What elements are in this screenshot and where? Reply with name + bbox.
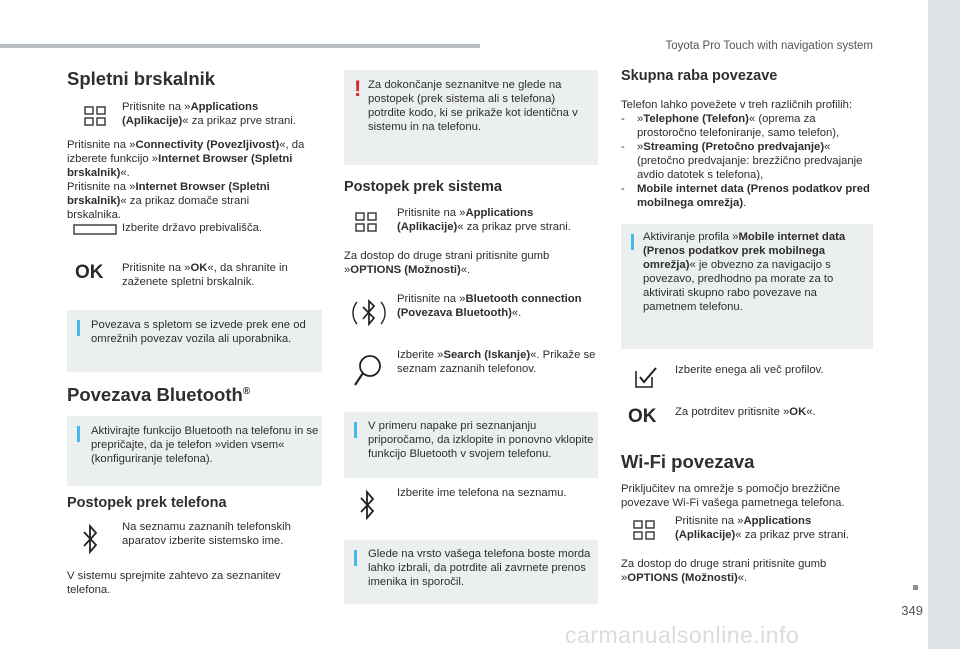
note-bluetooth-text: Aktivirajte funkcijo Bluetooth na telefonu in se prepričajte, da je telefon »viden vsem« (konfiguriranje telefona). [91,425,319,465]
web-step-country: Izberite državo prebivališča. [122,222,263,234]
header-rule [0,44,480,48]
heading-phone-procedure: Postopek prek telefona [67,495,227,511]
note-web-text: Povezava s spletom se izvede prek ene od omrežnih povezav vozila ali uporabnika. [91,319,306,345]
web-para-homepage: Pritisnite na »Internet Browser (Spletni brskalnik)« za prikaz domače strani brskalnika. [67,181,270,221]
bluetooth-connection-icon [352,294,386,334]
list-item: - »Telephone (Telefon)« (oprema za prostoročno telefoniranje, samo telefon), [621,113,840,139]
continue-marker [913,585,918,590]
warning-box [344,70,598,165]
note-box-web [67,310,322,372]
ok-icon: OK [628,406,657,427]
share-step-ok: Za potrditev pritisnite »OK«. [675,406,816,418]
wifi-para-options: Za dostop do druge strani pritisnite gumb »OPTIONS (Možnosti)«. [621,558,827,584]
page-edge-tab [928,0,960,649]
apps-grid-icon [355,212,377,232]
note-box-phonebook [344,540,598,604]
heading-web-browser: Spletni brskalnik [67,68,216,89]
web-para-connectivity: Pritisnite na »Connectivity (Povezljivost)«, da izberete funkcijo »Internet Browser (Spletni brskalnik)«. [67,139,305,179]
info-icon [354,550,357,566]
info-icon [77,320,80,336]
ok-icon: OK [75,262,104,283]
wifi-step-apps: Pritisnite na »Applications (Aplikacije)« za prikaz prve strani. [675,515,849,541]
page-number: 349 [901,603,923,618]
sys-step-select-phone: Izberite ime telefona na seznamu. [397,487,567,499]
sys-para-options: Za dostop do druge strani pritisnite gumb »OPTIONS (Možnosti)«. [344,250,550,276]
share-list [621,112,876,210]
note-box-bluetooth [67,416,322,486]
list-item: - »Streaming (Pretočno predvajanje)« (pretočno predvajanje: brezžično predvajanje avdio datotek s telefona), [621,141,863,181]
warning-icon: ! [354,76,362,101]
note-box-pairing [344,412,598,478]
info-icon [631,234,634,250]
apps-grid-icon [84,106,106,126]
heading-connection-sharing: Skupna raba povezave [621,68,778,84]
info-icon [77,426,80,442]
heading-wifi: Wi-Fi povezava [621,451,755,472]
watermark: carmanualsonline.info [565,622,800,648]
running-title: Toyota Pro Touch with navigation system [665,40,873,52]
note-profile-text: Aktiviranje profila »Mobile internet data (Prenos podatkov prek mobilnega omrežja)« je obvezno za navigacijo s povezavo, predhodno pa morate za to aktivirati skupno rabo povezave na pametnem telefonu. [643,231,846,313]
checkbox-icon [632,365,658,389]
heading-system-procedure: Postopek prek sistema [344,179,502,195]
note-phonebook-text: Glede na vrsto vašega telefona boste morda lahko izbrali, da potrdite ali zavrnete prenos imenika in sporočil. [368,548,591,588]
share-intro: Telefon lahko povežete v treh različnih profilih: [621,99,853,111]
search-icon [352,352,384,390]
phone-step-select: Na seznamu zaznanih telefonskih aparatov izberite sistemsko ime. [122,521,291,547]
info-icon [354,422,357,438]
note-box-profile [621,224,873,349]
wifi-para: Priključitev na omrežje s pomočjo brezžične povezave Wi-Fi vašega pametnega telefona. [621,483,845,509]
list-item: - Mobile internet data (Prenos podatkov pred mobilnega omrežja). [621,183,870,209]
share-step-profiles: Izberite enega ali več profilov. [675,364,824,376]
note-pairing-text: V primeru napake pri seznanjanju priporočamo, da izklopite in ponovno vklopite funkcijo Bluetooth v svojem telefonu. [368,420,594,460]
web-step-ok: Pritisnite na »OK«, da shranite in zaženete spletni brskalnik. [122,262,288,288]
sys-step-apps: Pritisnite na »Applications (Aplikacije)« za prikaz prve strani. [397,207,571,233]
warning-text: Za dokončanje seznanitve ne glede na postopek (prek sistema ali s telefona) potrdite kodo, ki se prikaže kot identična v sistemu in na telefonu. [368,79,578,133]
web-step-apps: Pritisnite na »Applications (Aplikacije)« za prikaz prve strani. [122,101,296,127]
bluetooth-icon [80,522,100,556]
apps-grid-icon [633,520,655,540]
sys-step-search: Izberite »Search (Iskanje)«. Prikaže se seznam zaznanih telefonov. [397,349,596,375]
bluetooth-icon [357,488,377,522]
heading-bluetooth: Povezava Bluetooth® [67,384,251,405]
phone-para-accept: V sistemu sprejmite zahtevo za seznanitev telefona. [67,570,281,596]
sys-step-bluetooth: Pritisnite na »Bluetooth connection (Povezava Bluetooth)«. [397,293,582,319]
input-field-icon [73,224,117,236]
